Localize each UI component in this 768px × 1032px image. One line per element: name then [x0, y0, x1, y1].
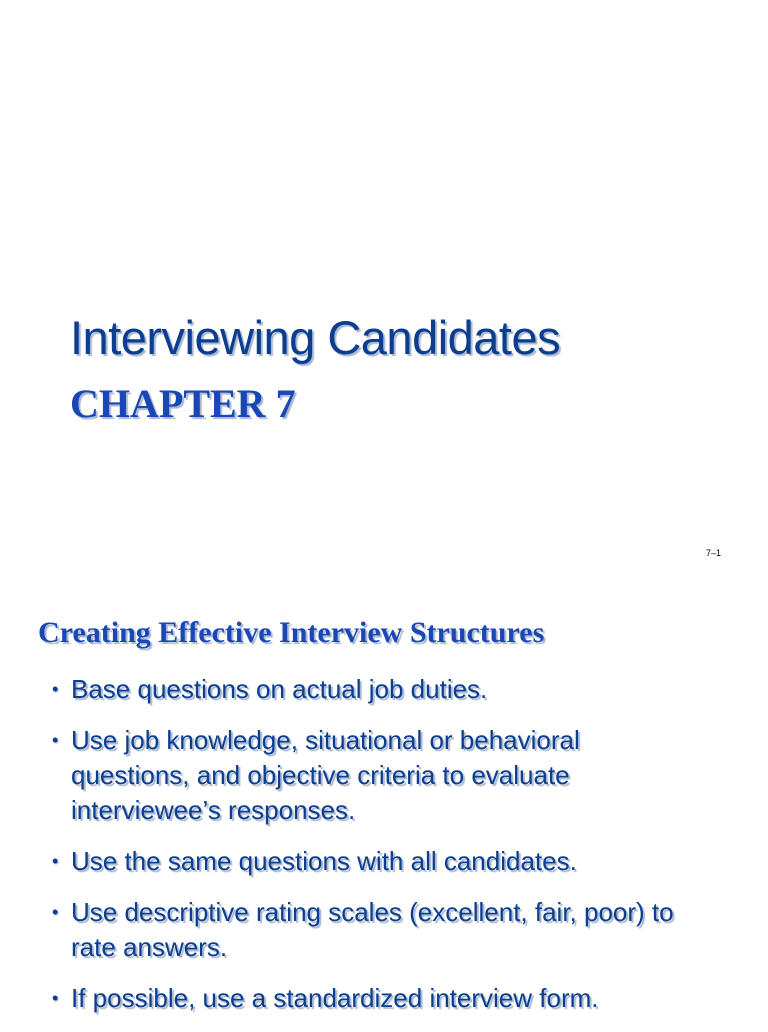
bullet-item — [52, 672, 692, 707]
section-title: Creating Effective Interview Structures — [38, 616, 545, 649]
bullet-text: If possible, use a standardized interview form. — [71, 983, 599, 1013]
bullet-text: Use descriptive rating scales (excellent, fair, poor) to rate answers. — [71, 897, 674, 962]
bullet-icon: • — [52, 679, 59, 699]
bullet-icon: • — [52, 851, 59, 871]
bullet-item — [52, 895, 692, 965]
bullet-item — [52, 981, 692, 1016]
bullet-icon: • — [52, 902, 59, 922]
bullet-text: Use the same questions with all candidates. — [71, 846, 577, 876]
slide-number: 7–1 — [706, 548, 722, 558]
slide-title: Interviewing Candidates — [70, 311, 561, 364]
bullet-text: Base questions on actual job duties. — [71, 674, 488, 704]
bullet-icon: • — [52, 988, 59, 1008]
bullet-list — [52, 672, 692, 1032]
bullet-item — [52, 723, 692, 828]
content-slide — [0, 580, 768, 1024]
chapter-heading: CHAPTER 7 — [70, 381, 296, 426]
bullet-icon: • — [52, 730, 59, 750]
bullet-item — [52, 844, 692, 879]
bullet-text: Use job knowledge, situational or behavioral questions, and objective criteria to evaluate interviewee’s responses. — [71, 725, 580, 825]
